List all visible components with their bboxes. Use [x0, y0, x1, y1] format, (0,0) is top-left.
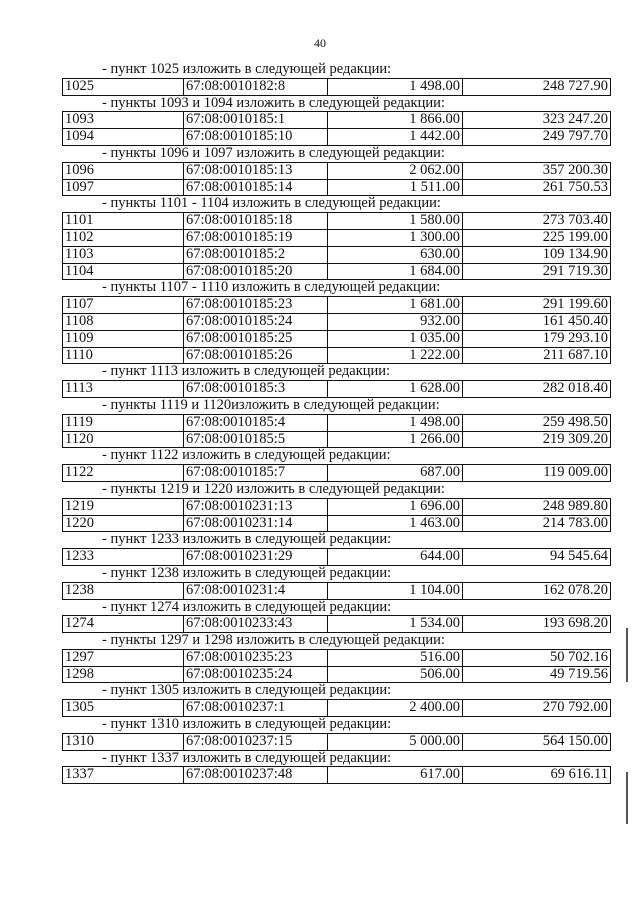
table-row	[63, 229, 611, 246]
table-row	[63, 129, 611, 146]
area-cell: 5 000.00	[328, 733, 463, 750]
item-number-cell: 1238	[63, 582, 184, 599]
table-row	[63, 700, 611, 717]
section-heading: - пункты 1101 - 1104 изложить в следующей редакции:	[102, 195, 441, 212]
section-heading: - пункт 1274 изложить в следующей редакции:	[102, 598, 392, 615]
section-heading: - пункт 1337 изложить в следующей редакции:	[102, 749, 392, 766]
table-row	[63, 263, 611, 280]
cadastral-number-cell: 67:08:0010235:24	[184, 666, 328, 683]
value-cell: 69 616.11	[463, 767, 611, 784]
cadastral-number-cell: 67:08:0010185:18	[184, 213, 328, 230]
value-cell: 214 783.00	[463, 515, 611, 532]
table-row	[63, 582, 611, 599]
area-cell: 1 681.00	[328, 297, 463, 314]
page-number: 40	[314, 36, 326, 50]
item-number-cell: 1107	[63, 297, 184, 314]
table-row	[63, 347, 611, 364]
table-row	[63, 414, 611, 431]
value-cell: 248 989.80	[463, 498, 611, 515]
cadastral-number-cell: 67:08:0010185:19	[184, 229, 328, 246]
cadastral-number-cell: 67:08:0010231:4	[184, 582, 328, 599]
item-number-cell: 1110	[63, 347, 184, 364]
area-cell: 1 266.00	[328, 431, 463, 448]
table-row	[63, 213, 611, 230]
data-table	[62, 212, 611, 280]
table-row	[63, 649, 611, 666]
area-cell: 1 696.00	[328, 498, 463, 515]
area-cell: 1 534.00	[328, 616, 463, 633]
value-cell: 291 719.30	[463, 263, 611, 280]
section-heading: - пункт 1025 изложить в следующей редакции:	[102, 61, 392, 77]
item-number-cell: 1097	[63, 179, 184, 196]
item-number-cell: 1310	[63, 733, 184, 750]
cadastral-number-cell: 67:08:0010185:23	[184, 297, 328, 314]
value-cell: 50 702.16	[463, 649, 611, 666]
value-cell: 248 727.90	[463, 78, 611, 95]
item-number-cell: 1104	[63, 263, 184, 280]
area-cell: 1 463.00	[328, 515, 463, 532]
table-row	[63, 297, 611, 314]
area-cell: 1 580.00	[328, 213, 463, 230]
section-heading: - пункт 1305 изложить в следующей редакции:	[102, 682, 392, 699]
table-row	[63, 767, 611, 784]
table-row	[63, 162, 611, 179]
section-heading: - пункт 1238 изложить в следующей редакции:	[102, 564, 392, 581]
table-row	[63, 498, 611, 515]
cadastral-number-cell: 67:08:0010235:23	[184, 649, 328, 666]
section-heading: - пункт 1233 изложить в следующей редакции:	[102, 531, 392, 548]
data-table	[62, 464, 611, 482]
data-table	[62, 649, 611, 684]
value-cell: 162 078.20	[463, 582, 611, 599]
table-row	[63, 616, 611, 633]
area-cell: 1 035.00	[328, 330, 463, 347]
item-number-cell: 1337	[63, 767, 184, 784]
cadastral-number-cell: 67:08:0010185:10	[184, 129, 328, 146]
table-row	[63, 465, 611, 482]
cadastral-number-cell: 67:08:0010185:25	[184, 330, 328, 347]
value-cell: 291 199.60	[463, 297, 611, 314]
data-table	[62, 615, 611, 633]
cadastral-number-cell: 67:08:0010182:8	[184, 78, 328, 95]
area-cell: 1 104.00	[328, 582, 463, 599]
area-cell: 617.00	[328, 767, 463, 784]
table-row	[63, 381, 611, 398]
item-number-cell: 1298	[63, 666, 184, 683]
cadastral-number-cell: 67:08:0010231:29	[184, 549, 328, 566]
value-cell: 49 719.56	[463, 666, 611, 683]
area-cell: 2 062.00	[328, 162, 463, 179]
item-number-cell: 1305	[63, 700, 184, 717]
cadastral-number-cell: 67:08:0010237:48	[184, 767, 328, 784]
table-row	[63, 330, 611, 347]
cadastral-number-cell: 67:08:0010231:14	[184, 515, 328, 532]
value-cell: 261 750.53	[463, 179, 611, 196]
area-cell: 687.00	[328, 465, 463, 482]
item-number-cell: 1233	[63, 549, 184, 566]
table-row	[63, 666, 611, 683]
section-heading: - пункты 1219 и 1220 изложить в следующей редакции:	[102, 480, 445, 497]
value-cell: 564 150.00	[463, 733, 611, 750]
table-row	[63, 246, 611, 263]
scan-edge-mark	[626, 628, 628, 682]
area-cell: 1 498.00	[328, 414, 463, 431]
section-heading: - пункт 1113 изложить в следующей редакции:	[102, 363, 391, 380]
value-cell: 273 703.40	[463, 213, 611, 230]
value-cell: 259 498.50	[463, 414, 611, 431]
item-number-cell: 1094	[63, 129, 184, 146]
cadastral-number-cell: 67:08:0010185:26	[184, 347, 328, 364]
value-cell: 161 450.40	[463, 313, 611, 330]
area-cell: 932.00	[328, 313, 463, 330]
cadastral-number-cell: 67:08:0010185:14	[184, 179, 328, 196]
item-number-cell: 1096	[63, 162, 184, 179]
item-number-cell: 1119	[63, 414, 184, 431]
data-table	[62, 414, 611, 449]
item-number-cell: 1113	[63, 381, 184, 398]
section-heading: - пункты 1119 и 1120изложить в следующей редакции:	[102, 396, 440, 413]
value-cell: 357 200.30	[463, 162, 611, 179]
item-number-cell: 1101	[63, 213, 184, 230]
cadastral-number-cell: 67:08:0010237:15	[184, 733, 328, 750]
area-cell: 1 866.00	[328, 112, 463, 129]
table-row	[63, 179, 611, 196]
value-cell: 211 687.10	[463, 347, 611, 364]
area-cell: 506.00	[328, 666, 463, 683]
value-cell: 282 018.40	[463, 381, 611, 398]
area-cell: 1 442.00	[328, 129, 463, 146]
section-heading: - пункт 1310 изложить в следующей редакции:	[102, 716, 392, 733]
section-heading: - пункт 1122 изложить в следующей редакции:	[102, 447, 391, 464]
data-table	[62, 162, 611, 197]
cadastral-number-cell: 67:08:0010185:13	[184, 162, 328, 179]
table-row	[63, 549, 611, 566]
data-table	[62, 498, 611, 533]
value-cell: 270 792.00	[463, 700, 611, 717]
data-table	[62, 380, 611, 398]
value-cell: 225 199.00	[463, 229, 611, 246]
data-table	[62, 699, 611, 717]
value-cell: 119 009.00	[463, 465, 611, 482]
item-number-cell: 1122	[63, 465, 184, 482]
cadastral-number-cell: 67:08:0010237:1	[184, 700, 328, 717]
value-cell: 94 545.64	[463, 549, 611, 566]
data-table	[62, 111, 611, 146]
area-cell: 2 400.00	[328, 700, 463, 717]
item-number-cell: 1093	[63, 112, 184, 129]
area-cell: 630.00	[328, 246, 463, 263]
table-row	[63, 733, 611, 750]
data-table	[62, 733, 611, 751]
area-cell: 1 300.00	[328, 229, 463, 246]
data-table	[62, 766, 611, 784]
item-number-cell: 1120	[63, 431, 184, 448]
cadastral-number-cell: 67:08:0010185:20	[184, 263, 328, 280]
section-heading: - пункты 1297 и 1298 изложить в следующей редакции:	[102, 632, 445, 649]
data-table	[62, 78, 611, 96]
cadastral-number-cell: 67:08:0010185:7	[184, 465, 328, 482]
document-body	[62, 62, 610, 784]
cadastral-number-cell: 67:08:0010185:5	[184, 431, 328, 448]
value-cell: 179 293.10	[463, 330, 611, 347]
value-cell: 219 309.20	[463, 431, 611, 448]
cadastral-number-cell: 67:08:0010185:2	[184, 246, 328, 263]
item-number-cell: 1220	[63, 515, 184, 532]
area-cell: 1 222.00	[328, 347, 463, 364]
cadastral-number-cell: 67:08:0010185:1	[184, 112, 328, 129]
area-cell: 516.00	[328, 649, 463, 666]
cadastral-number-cell: 67:08:0010233:43	[184, 616, 328, 633]
cadastral-number-cell: 67:08:0010185:3	[184, 381, 328, 398]
item-number-cell: 1025	[63, 78, 184, 95]
cadastral-number-cell: 67:08:0010185:4	[184, 414, 328, 431]
section-heading: - пункты 1107 - 1110 изложить в следующей редакции:	[102, 279, 441, 296]
cadastral-number-cell: 67:08:0010231:13	[184, 498, 328, 515]
cadastral-number-cell: 67:08:0010185:24	[184, 313, 328, 330]
item-number-cell: 1102	[63, 229, 184, 246]
value-cell: 323 247.20	[463, 112, 611, 129]
section-heading: - пункты 1096 и 1097 изложить в следующей редакции:	[102, 144, 445, 161]
item-number-cell: 1297	[63, 649, 184, 666]
area-cell: 1 684.00	[328, 263, 463, 280]
item-number-cell: 1109	[63, 330, 184, 347]
table-row	[63, 313, 611, 330]
value-cell: 249 797.70	[463, 129, 611, 146]
area-cell: 1 628.00	[328, 381, 463, 398]
table-row	[63, 515, 611, 532]
scan-edge-mark	[626, 772, 628, 824]
table-row	[63, 431, 611, 448]
item-number-cell: 1219	[63, 498, 184, 515]
item-number-cell: 1274	[63, 616, 184, 633]
table-row	[63, 112, 611, 129]
area-cell: 1 498.00	[328, 78, 463, 95]
section-heading: - пункты 1093 и 1094 изложить в следующей редакции:	[102, 94, 445, 111]
data-table	[62, 582, 611, 600]
area-cell: 644.00	[328, 549, 463, 566]
table-row	[63, 78, 611, 95]
data-table	[62, 296, 611, 364]
data-table	[62, 548, 611, 566]
value-cell: 109 134.90	[463, 246, 611, 263]
area-cell: 1 511.00	[328, 179, 463, 196]
value-cell: 193 698.20	[463, 616, 611, 633]
item-number-cell: 1108	[63, 313, 184, 330]
item-number-cell: 1103	[63, 246, 184, 263]
